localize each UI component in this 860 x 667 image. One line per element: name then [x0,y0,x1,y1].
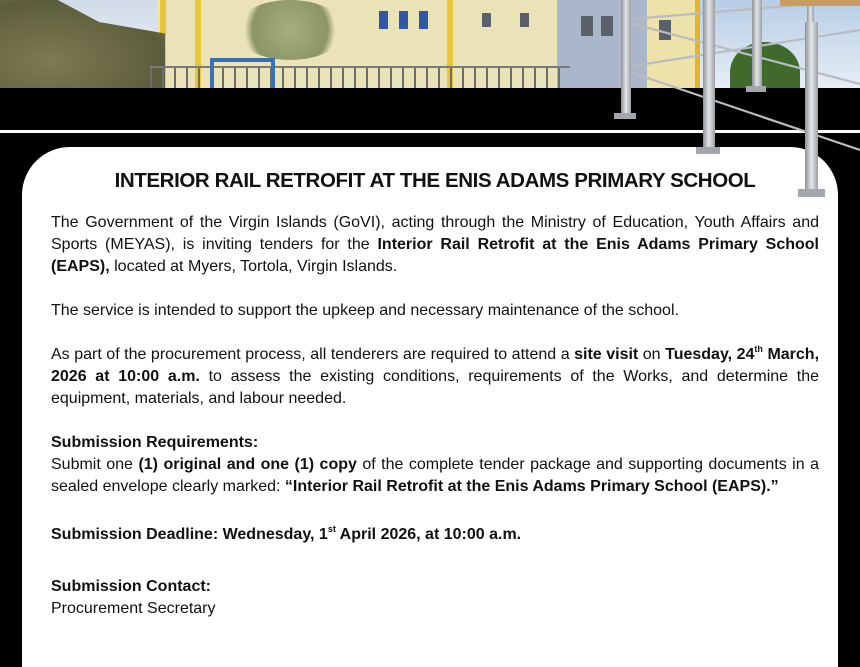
site-visit-paragraph: As part of the procurement process, all tenderers are required to attend a site visit on Tuesday, 24th March, 2026 at 10:00 a.m. to assess the existing conditions, requirements of the Works, and determine the equipment, materials, and labour needed. [51,344,820,407]
requirements-paragraph: Submit one (1) original and one (1) copy of the complete tender package and supporting documents in a sealed envelope clearly marked: “Interior Rail Retrofit at the Enis Adams Primary School (EAPS).” [51,456,819,495]
playground-equipment [210,58,275,88]
notice-title: INTERIOR RAIL RETROFIT AT THE ENIS ADAMS PRIMARY SCHOOL [114,169,756,192]
requirements-heading: Submission Requirements: [51,434,259,451]
intro-paragraph: The Government of the Virgin Islands (GoVI), acting through the Ministry of Education, Youth Affairs and Sports (MEYAS), is inviting tenders for the Interior Rail Retrofit at the Enis Adams Primary School (EAPS), located at Myers, Tortola, Virgin Islands. [51,214,820,275]
school-building-blue [557,0,647,88]
header-photo [0,0,860,88]
notice-body [51,167,819,620]
deadline-line: Submission Deadline: Wednesday, 1st April 2026, at 10:00 a.m. [51,524,522,543]
divider-line [0,130,860,133]
service-paragraph: The service is intended to support the upkeep and necessary maintenance of the school. [51,302,679,319]
contact-line: Procurement Secretary [51,600,216,617]
tree [235,0,345,60]
hillside [0,0,165,88]
contact-heading: Submission Contact: [51,578,212,595]
school-building-yellow-2 [647,0,700,88]
